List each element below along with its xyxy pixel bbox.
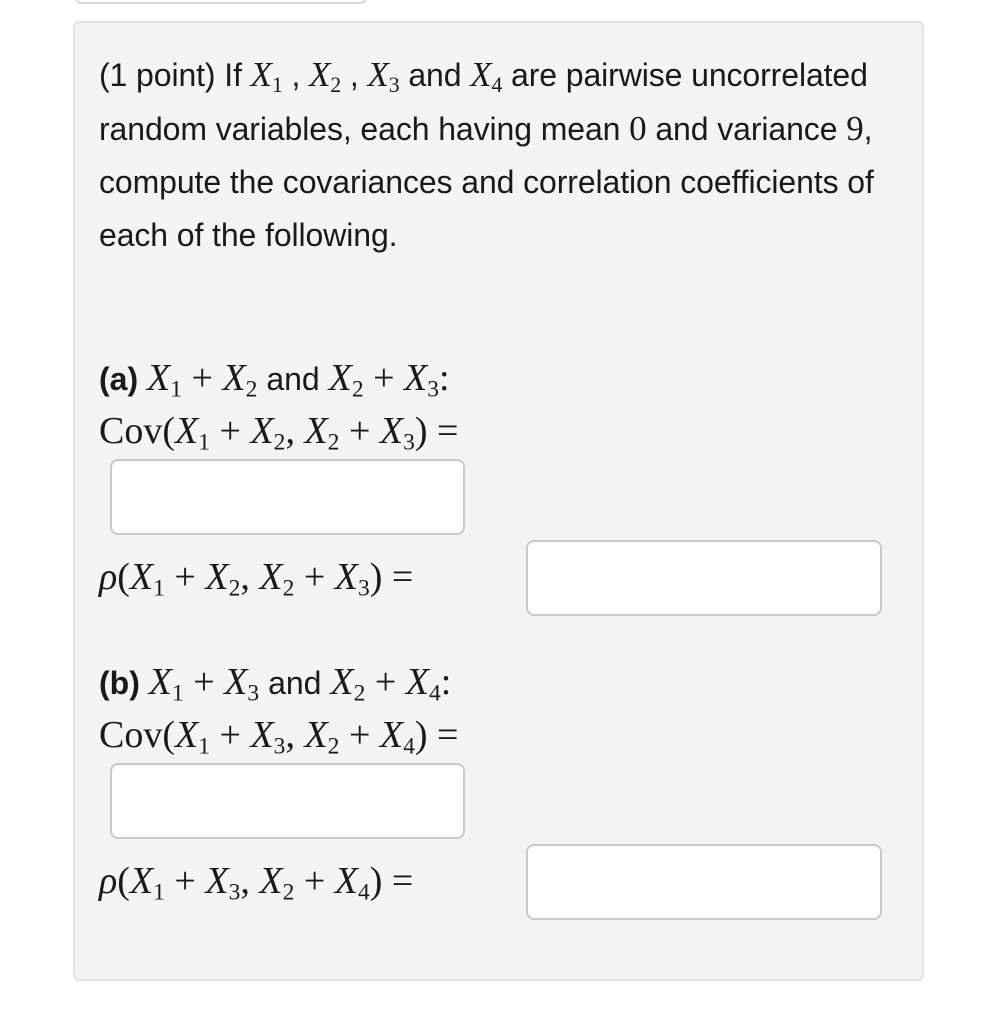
part-a-cov-input[interactable] — [110, 459, 465, 535]
part-b-cov-input[interactable] — [110, 763, 465, 839]
part-b-cov-label: $Cov(X_1 + X_3$, $X_2 + X_4$) = — [99, 714, 459, 760]
part-b-rho-input[interactable] — [526, 844, 882, 920]
previous-panel-edge — [74, 0, 368, 4]
part-a-rho-input[interactable] — [526, 540, 882, 616]
part-a-heading: (a) $X_1 + X_2$ and $X_2 + X_3$: — [99, 357, 450, 403]
part-a-rho-label: $\rho(X_1 + X_2$, $X_2 + X_3$) = — [99, 556, 414, 602]
part-a-cov-label: $Cov(X_1 + X_2$, $X_2 + X_3$) = — [99, 410, 459, 456]
problem-panel — [73, 21, 924, 981]
part-b-rho-label: $\rho(X_1 + X_3$, $X_2 + X_4$) = — [99, 860, 414, 906]
part-b-heading: (b) $X_1 + X_3$ and $X_2 + X_4$: — [99, 661, 452, 707]
problem-statement: (1 point) If $X_1$ , $X_2$ , $X_3$ and $X_4$ are pairwise uncorrelated random variables, each having mean 0 and variance 9, compute the covariances and correlation coefficients of each of the following. — [99, 55, 874, 253]
